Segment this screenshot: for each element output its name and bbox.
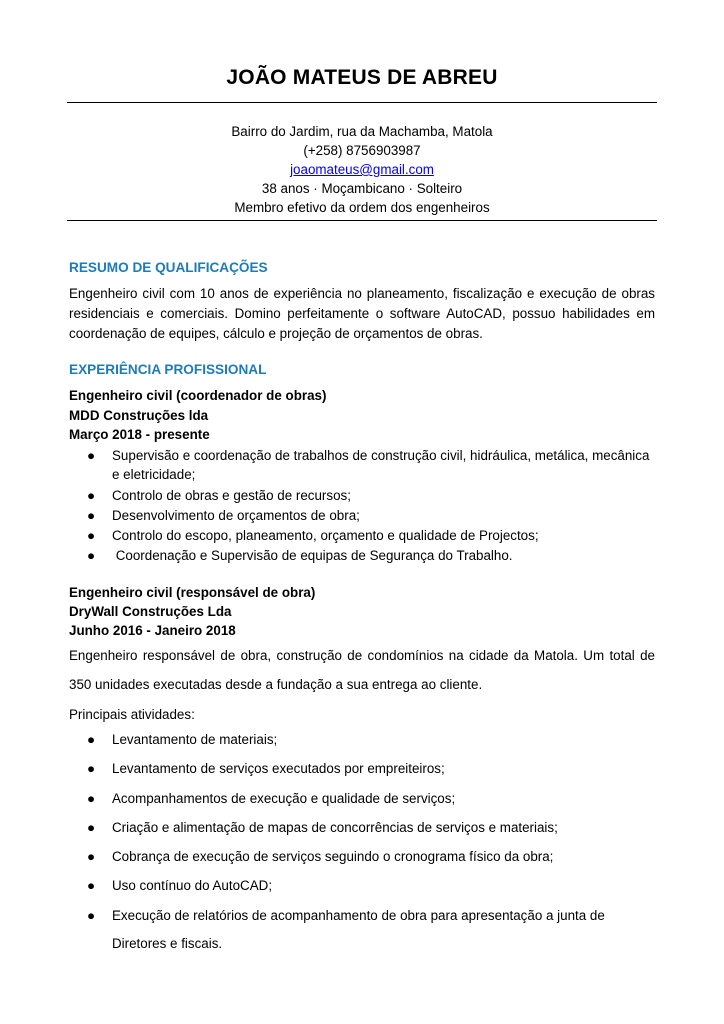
job-1-period: Março 2018 - presente xyxy=(69,427,210,442)
list-item: ● Uso contínuo do AutoCAD; xyxy=(87,878,273,894)
list-item: ● Controlo do escopo, planeamento, orçamento e qualidade de Projectos; xyxy=(87,528,539,544)
personal-info: 38 anos · Moçambicano · Solteiro xyxy=(261,181,463,196)
candidate-name: JOÃO MATEUS DE ABREU xyxy=(226,66,498,89)
list-item: ● Levantamento de materiais; xyxy=(87,732,278,747)
job-2-company: DryWall Construções Lda xyxy=(69,604,232,619)
list-item: ● Acompanhamentos de execução e qualidade de serviços; xyxy=(87,790,456,806)
address: Bairro do Jardim, rua da Machamba, Matola xyxy=(231,124,493,139)
list-item: ● Supervisão e coordenação de trabalhos de construção civil, hidráulica, metálica, mecânica e eletricidade; xyxy=(87,448,650,483)
list-item: ● Controlo de obras e gestão de recursos; xyxy=(87,487,351,503)
summary-heading: RESUMO DE QUALIFICAÇÕES xyxy=(69,260,268,275)
summary-text: Engenheiro civil com 10 anos de experiência no planeamento, fiscalização e execução de obras residenciais e comerciais. Domino perfeitamente o software AutoCAD, possuo habilidades em coordenação de equipes, cálculo e projeção de orçamentos de obras. xyxy=(69,286,655,341)
header-bottom-rule xyxy=(67,220,657,221)
job-2-description: Engenheiro responsável de obra, construção de condomínios na cidade da Matola. Um total de 350 unidades executadas desde a fundação a sua entrega ao cliente. xyxy=(69,648,655,692)
job-1-bullets xyxy=(69,446,655,567)
experience-heading: EXPERIÊNCIA PROFISSIONAL xyxy=(69,362,267,377)
list-item: ● Criação e alimentação de mapas de concorrências de serviços e materiais; xyxy=(87,819,558,835)
membership: Membro efetivo da ordem dos engenheiros xyxy=(234,200,490,215)
list-item: ● Execução de relatórios de acompanhamento de obra para apresentação a junta de Diretores e fiscais. xyxy=(87,907,605,951)
email-link[interactable]: joaomateus@gmail.com xyxy=(290,162,434,177)
phone: (+258) 8756903987 xyxy=(303,143,421,158)
list-item: ● Cobrança de execução de serviços seguindo o cronograma físico da obra; xyxy=(87,849,554,865)
header-top-rule xyxy=(67,102,657,103)
job-1-role: Engenheiro civil (coordenador de obras) xyxy=(69,388,327,403)
job-1-company: MDD Construções lda xyxy=(69,408,209,423)
list-item: ● Levantamento de serviços executados por empreiteiros; xyxy=(87,761,445,777)
contact-block xyxy=(0,122,724,217)
job-2-bullets xyxy=(69,726,655,959)
job-2-period: Junho 2016 - Janeiro 2018 xyxy=(69,623,236,638)
job-2-role: Engenheiro civil (responsável de obra) xyxy=(69,585,316,600)
list-item: ● Coordenação e Supervisão de equipas de Segurança do Trabalho. xyxy=(87,548,513,564)
list-item: ● Desenvolvimento de orçamentos de obra; xyxy=(87,507,360,523)
job-2-activities-label: Principais atividades: xyxy=(69,707,195,722)
